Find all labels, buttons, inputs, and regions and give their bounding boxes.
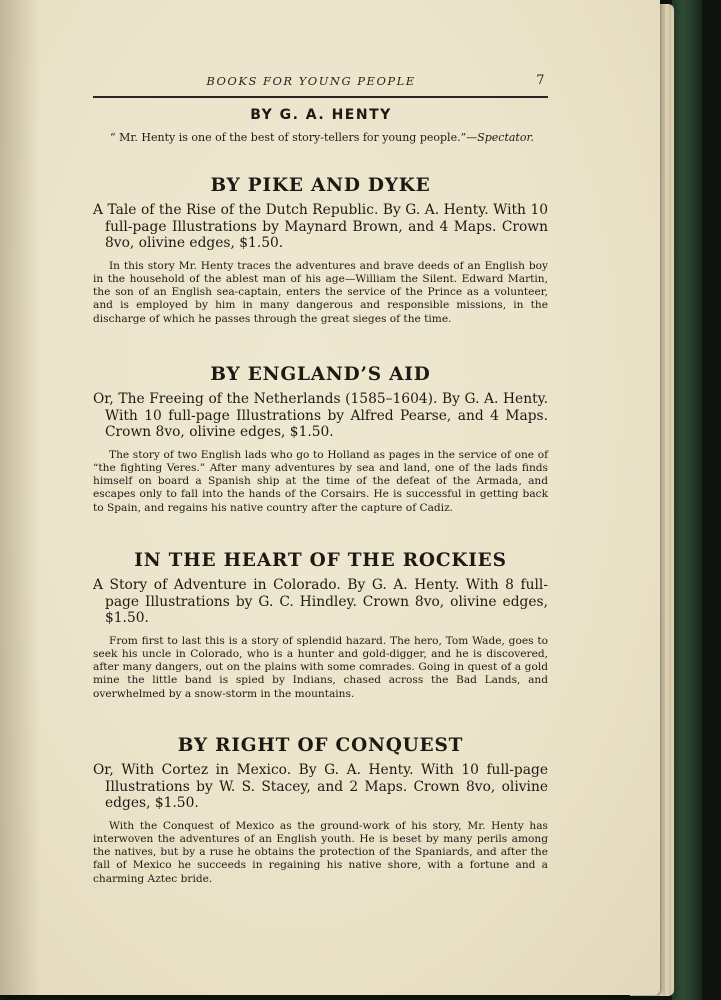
author-line: BY G. A. HENTY	[250, 107, 392, 123]
quote-text: “ Mr. Henty is one of the best of story-tellers for young people.”—	[109, 131, 478, 144]
book-synopsis: From first to last this is a story of splendid hazard. The hero, Tom Wade, goes to seek his uncle in Colorado, who is a hunter and gold-digger, and he is discovered, after many dangers, out on the plains with some comrades. Going in quest of a gold mine the little band is spied by Indians, chased across the Bad Lands, and overwhelmed by a snow-storm in the mountains.	[93, 634, 548, 700]
book-entry	[93, 172, 548, 326]
book-title: IN THE HEART OF THE ROCKIES	[134, 550, 507, 571]
book-title: BY ENGLAND’S AID	[210, 364, 431, 385]
book-description: A Story of Adventure in Colorado. By G. A. Henty. With 8 full-page Illustrations by G. C. Hindley. Crown 8vo, olivine edges, $1.50.	[93, 577, 548, 626]
book-entry	[93, 547, 548, 701]
press-quote	[96, 131, 548, 144]
running-head	[96, 74, 546, 94]
book-synopsis: The story of two English lads who go to Holland as pages in the service of one of “the fighting Veres.” After many adventures by sea and land, one of the lads finds himself on board a Spanish ship at the time of the defeat of the Armada, and escapes only to fall into the hands of the Corsairs. He is successful in getting back to Spain, and regains his native country after the capture of Cadiz.	[93, 448, 548, 514]
book-entry	[93, 361, 548, 515]
book-synopsis: In this story Mr. Henty traces the adventures and brave deeds of an English boy in the household of the ablest man of his age—William the Silent. Edward Martin, the son of an English sea-captain, enters the service of the Prince as a volunteer, and is employed by him in many dangerous and responsible missions, in the discharge of which he passes through the great sieges of the time.	[93, 259, 548, 325]
quote-source: Spectator.	[477, 131, 535, 144]
book-description: Or, The Freeing of the Netherlands (1585–1604). By G. A. Henty. With 10 full-page Illustrations by Alfred Pearse, and 4 Maps. Crown 8vo, olivine edges, $1.50.	[93, 391, 548, 440]
book-title: BY RIGHT OF CONQUEST	[177, 735, 464, 756]
book-synopsis: With the Conquest of Mexico as the ground-work of his story, Mr. Henty has interwoven the adventures of an English youth. He is beset by many perils among the natives, but by a ruse he obtains the protection of the Spaniards, and after the fall of Mexico he succeeds in regaining his native shore, with a fortune and a charming Aztec bride.	[93, 819, 548, 885]
book-entry	[93, 732, 548, 886]
page-gutter-shadow	[0, 0, 40, 995]
book-description: Or, With Cortez in Mexico. By G. A. Henty. With 10 full-page Illustrations by W. S. Stacey, and 2 Maps. Crown 8vo, olivine edges, $1.50.	[93, 762, 548, 811]
header-rule	[93, 96, 548, 98]
book-description: A Tale of the Rise of the Dutch Republic. By G. A. Henty. With 10 full-page Illustrations by Maynard Brown, and 4 Maps. Crown 8vo, olivine edges, $1.50.	[93, 202, 548, 251]
page-number: 7	[536, 73, 546, 88]
book-binding	[672, 0, 702, 1000]
running-title: BOOKS FOR YOUNG PEOPLE	[206, 74, 416, 88]
book-title: BY PIKE AND DYKE	[210, 175, 431, 196]
